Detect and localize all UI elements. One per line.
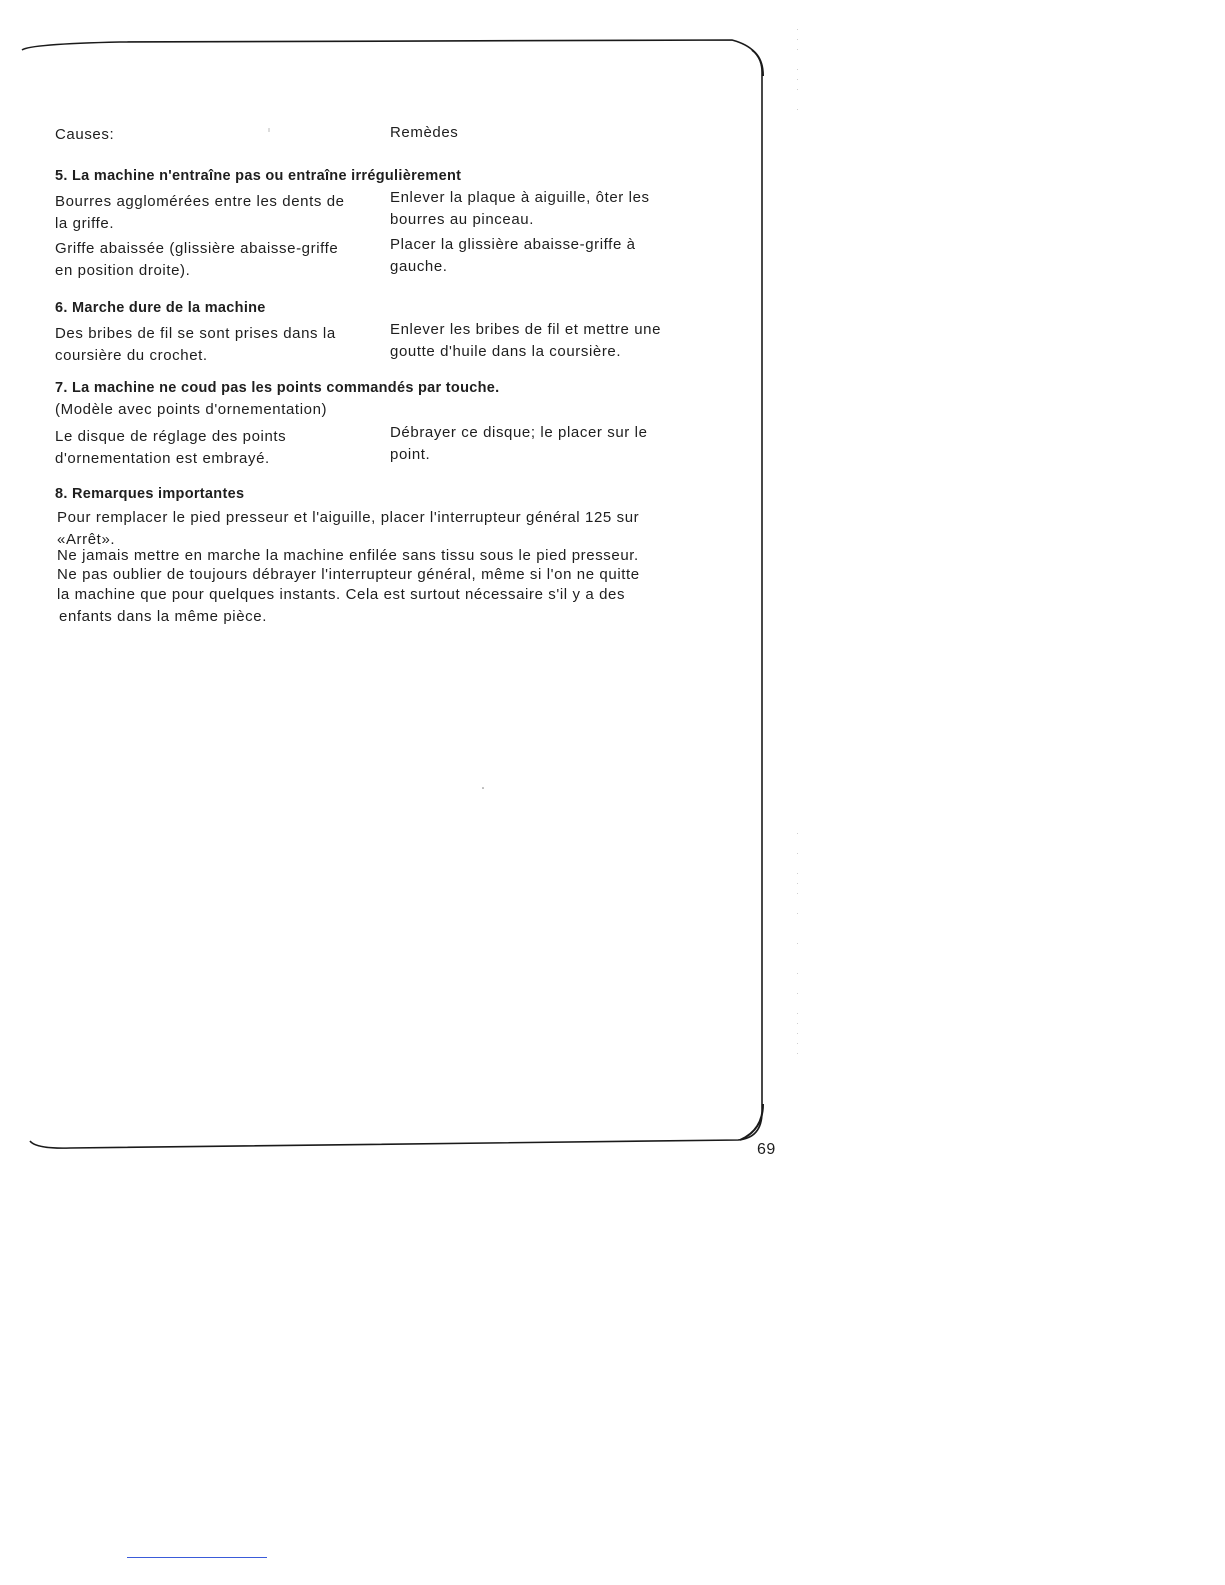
section-6-cause-1-line-1: Des bribes de fil se sont prises dans la	[55, 325, 336, 342]
section-5-cause-2-line-1: Griffe abaissée (glissière abaisse-griffe	[55, 240, 339, 257]
section-8-line-6: enfants dans la même pièce.	[59, 608, 267, 625]
section-6-cause-1-line-2: coursière du crochet.	[55, 347, 208, 364]
section-5-cause-1-line-2: la griffe.	[55, 215, 115, 232]
section-8-title: 8. Remarques importantes	[55, 486, 245, 502]
section-7-remedy-1-line-2: point.	[390, 446, 431, 463]
section-8-line-2: «Arrêt».	[57, 531, 116, 548]
section-8-line-5: la machine que pour quelques instants. Cela est surtout nécessaire s'il y a des	[57, 586, 626, 603]
section-8-line-1: Pour remplacer le pied presseur et l'aiguille, placer l'interrupteur général 125 sur	[57, 509, 640, 526]
section-7-subtitle: (Modèle avec points d'ornementation)	[55, 401, 328, 418]
remedies-column-header: Remèdes	[390, 124, 459, 141]
scan-margin-specks-top: · · · · · · ·	[796, 24, 799, 114]
section-7-title: 7. La machine ne coud pas les points commandés par touche.	[55, 380, 500, 396]
section-6-remedy-1-line-1: Enlever les bribes de fil et mettre une	[390, 321, 662, 338]
section-8-line-3: Ne jamais mettre en marche la machine enfilée sans tissu sous le pied presseur.	[57, 547, 639, 564]
section-5-remedy-1-line-2: bourres au pinceau.	[390, 211, 534, 228]
section-6-remedy-1-line-2: goutte d'huile dans la coursière.	[390, 343, 622, 360]
section-7-cause-1-line-1: Le disque de réglage des points	[55, 428, 287, 445]
page-number: 69	[757, 1141, 776, 1158]
causes-column-header: Causes:	[55, 126, 115, 143]
section-7-cause-1-line-2: d'ornementation est embrayé.	[55, 450, 270, 467]
section-5-cause-2-line-2: en position droite).	[55, 262, 191, 279]
section-5-remedy-1-line-1: Enlever la plaque à aiguille, ôter les	[390, 189, 650, 206]
section-7-remedy-1-line-1: Débrayer ce disque; le placer sur le	[390, 424, 648, 441]
section-5-title: 5. La machine n'entraîne pas ou entraîne irrégulièrement	[55, 168, 462, 184]
section-5-remedy-2-line-1: Placer la glissière abaisse-griffe à	[390, 236, 636, 253]
section-6-title: 6. Marche dure de la machine	[55, 300, 266, 316]
section-5-remedy-2-line-2: gauche.	[390, 258, 448, 275]
section-5-cause-1-line-1: Bourres agglomérées entre les dents de	[55, 193, 345, 210]
scan-margin-specks-bottom: · · · · · · · · · · · · · ·	[796, 828, 799, 1058]
section-8-line-4: Ne pas oublier de toujours débrayer l'interrupteur général, même si l'on ne quitte	[57, 566, 640, 583]
bottom-blue-line	[127, 1557, 267, 1558]
